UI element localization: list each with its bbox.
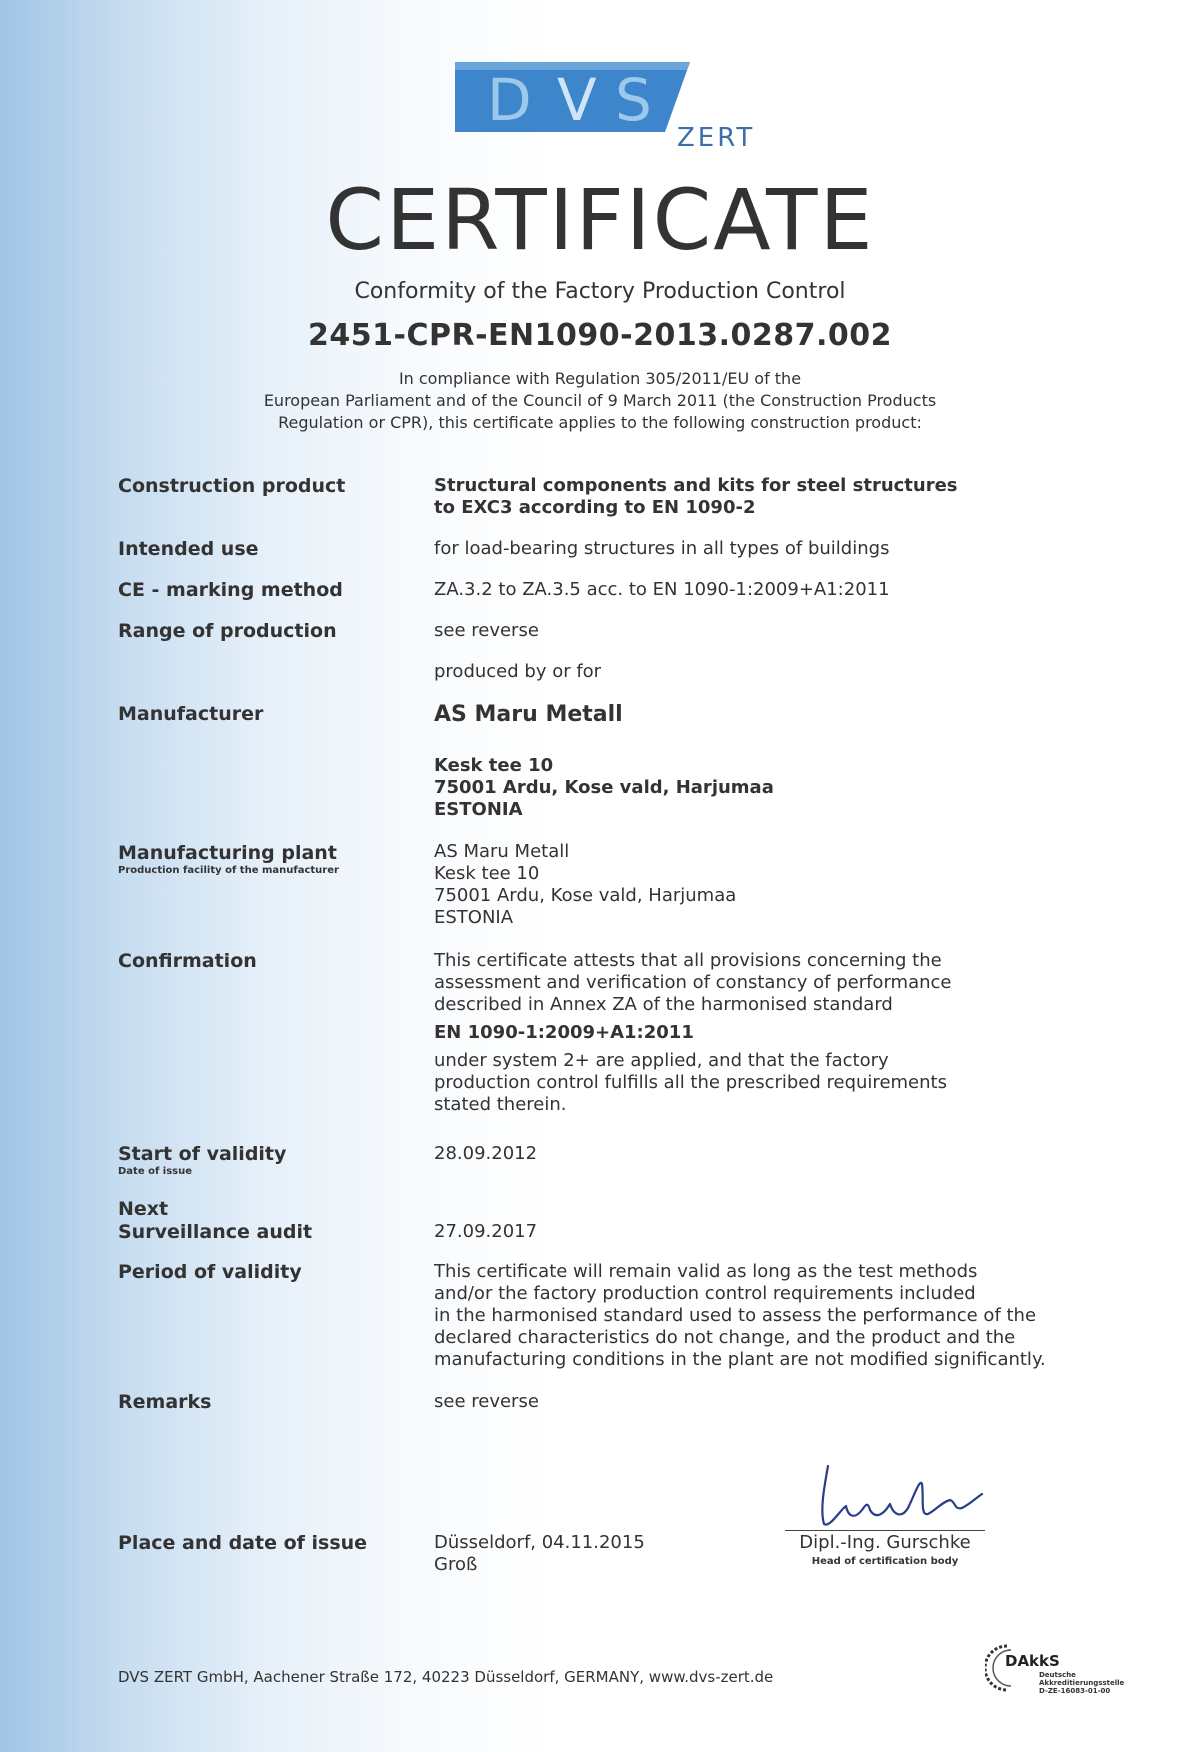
construction-product-line: Structural components and kits for steel structures <box>434 475 958 496</box>
certificate-subtitle: Conformity of the Factory Production Control <box>354 279 846 304</box>
confirmation-line: under system 2+ are applied, and that the factory <box>434 1050 889 1071</box>
dakks-line: D-ZE-16083-01-00 <box>1039 1687 1111 1695</box>
value-construction-product <box>434 475 958 519</box>
next-audit-label-2: Surveillance audit <box>118 1221 313 1243</box>
plant-label-text: Manufacturing plant <box>118 842 337 864</box>
value-start-of-validity: 28.09.2012 <box>434 1143 538 1164</box>
value-manufacturing-plant <box>434 841 736 929</box>
produced-by-text: produced by or for <box>434 661 602 682</box>
label-next-surveillance-audit <box>118 1198 312 1244</box>
plant-line: 75001 Ardu, Kose vald, Harjumaa <box>434 885 737 906</box>
label-manufacturer: Manufacturer <box>118 703 264 725</box>
signature-line <box>785 1530 985 1531</box>
signer-name: Dipl.-Ing. Gurschke <box>799 1532 971 1553</box>
footer-address: DVS ZERT GmbH, Aachener Straße 172, 40223 Düsseldorf, GERMANY, www.dvs-zert.de <box>118 1668 774 1686</box>
intro-line: Regulation or CPR), this certificate applies to the following construction product: <box>278 413 922 432</box>
issuer-short-name: Groß <box>434 1554 478 1575</box>
next-audit-label-1: Next <box>118 1198 169 1220</box>
intro-text <box>0 368 1200 434</box>
validity-line: and/or the factory production control requirements included <box>434 1283 976 1304</box>
label-confirmation: Confirmation <box>118 950 257 972</box>
plant-line: ESTONIA <box>434 907 514 928</box>
intro-line: European Parliament and of the Council of 9 March 2011 (the Construction Products <box>263 391 937 410</box>
label-place-and-date: Place and date of issue <box>118 1532 368 1554</box>
label-period-of-validity: Period of validity <box>118 1261 302 1283</box>
certificate-number: 2451-CPR-EN1090-2013.0287.002 <box>308 318 892 353</box>
label-intended-use: Intended use <box>118 538 259 560</box>
confirmation-standard: EN 1090-1:2009+A1:2011 <box>434 1022 694 1043</box>
dvs-zert-logo <box>455 62 800 152</box>
label-start-of-validity <box>118 1143 286 1178</box>
value-place-and-date <box>434 1532 645 1576</box>
label-construction-product: Construction product <box>118 475 346 497</box>
value-next-surveillance-audit: 27.09.2017 <box>434 1221 538 1242</box>
logo-letter-d: D <box>487 66 532 134</box>
value-ce-marking: ZA.3.2 to ZA.3.5 acc. to EN 1090-1:2009+A1:2011 <box>434 579 890 600</box>
address-line: Kesk tee 10 <box>434 755 554 776</box>
address-line: 75001 Ardu, Kose vald, Harjumaa <box>434 777 774 798</box>
dakks-line: Akkreditierungsstelle <box>1039 1679 1125 1687</box>
dakks-name: DAkkS <box>1005 1652 1060 1670</box>
confirmation-line: assessment and verification of constancy of performance <box>434 972 952 993</box>
validity-line: manufacturing conditions in the plant are not modified significantly. <box>434 1349 1046 1370</box>
place-date-line: Düsseldorf, 04.11.2015 <box>434 1532 645 1553</box>
confirmation-line: described in Annex ZA of the harmonised standard <box>434 994 893 1015</box>
value-remarks: see reverse <box>434 1391 539 1412</box>
dakks-accreditation-mark <box>985 1640 1125 1696</box>
intro-line: In compliance with Regulation 305/2011/EU of the <box>398 369 802 388</box>
value-manufacturer-name: AS Maru Metall <box>434 702 623 727</box>
plant-sublabel: Production facility of the manufacturer <box>118 865 339 876</box>
value-intended-use: for load-bearing structures in all types of buildings <box>434 538 890 559</box>
logo-suffix: ZERT <box>677 123 756 152</box>
label-ce-marking: CE - marking method <box>118 579 343 601</box>
confirmation-line: This certificate attests that all provisions concerning the <box>434 950 942 971</box>
start-validity-label-text: Start of validity <box>118 1143 287 1165</box>
certificate-title: CERTIFICATE <box>325 171 875 269</box>
handwritten-signature <box>810 1458 990 1534</box>
address-line: ESTONIA <box>434 799 523 820</box>
signer-role: Head of certification body <box>811 1556 959 1567</box>
label-range-of-production: Range of production <box>118 620 337 642</box>
confirmation-line: production control fulfills all the prescribed requirements <box>434 1072 947 1093</box>
confirmation-line: stated therein. <box>434 1094 567 1115</box>
label-manufacturing-plant <box>118 842 339 877</box>
logo-letter-v: V <box>557 66 597 134</box>
value-period-of-validity <box>434 1261 1046 1371</box>
validity-line: declared characteristics do not change, and the product and the <box>434 1327 1016 1348</box>
value-manufacturer-address <box>434 755 774 821</box>
value-confirmation <box>434 950 951 1116</box>
start-validity-sublabel: Date of issue <box>118 1166 193 1177</box>
validity-line: in the harmonised standard used to assess the performance of the <box>434 1305 1037 1326</box>
label-remarks: Remarks <box>118 1391 212 1413</box>
construction-product-line: to EXC3 according to EN 1090-2 <box>434 497 756 518</box>
logo-letter-s: S <box>615 66 652 134</box>
plant-line: Kesk tee 10 <box>434 863 540 884</box>
dakks-line: Deutsche <box>1039 1671 1076 1679</box>
value-range-of-production: see reverse <box>434 620 539 641</box>
plant-line: AS Maru Metall <box>434 841 570 862</box>
validity-line: This certificate will remain valid as long as the test methods <box>434 1261 978 1282</box>
